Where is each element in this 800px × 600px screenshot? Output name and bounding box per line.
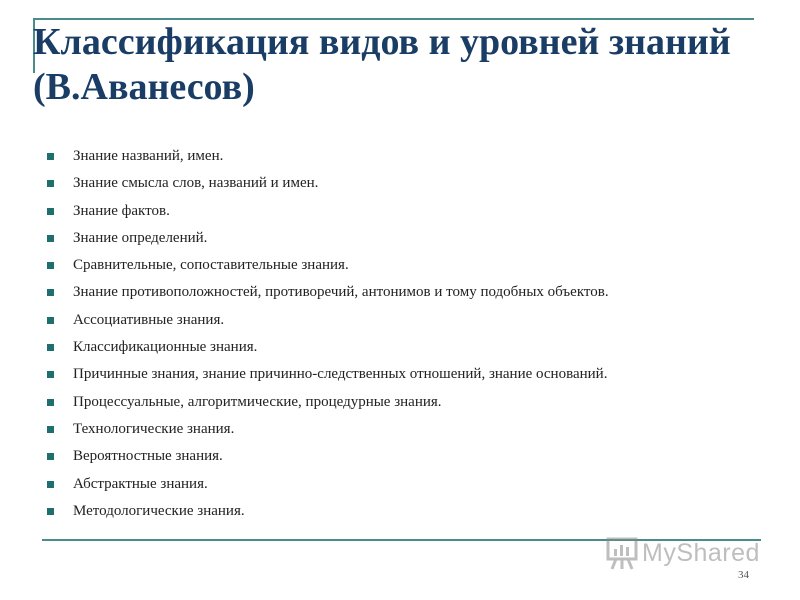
page-number: 34: [738, 569, 749, 581]
square-bullet-icon: [47, 235, 54, 242]
square-bullet-icon: [47, 262, 54, 269]
list-item-text: Технологические знания.: [73, 420, 235, 437]
list-item-text: Сравнительные, сопоставительные знания.: [73, 257, 349, 274]
list-item-text: Знание определений.: [73, 229, 208, 246]
list-item-text: Классификационные знания.: [73, 339, 258, 356]
square-bullet-icon: [47, 317, 54, 324]
square-bullet-icon: [47, 453, 54, 460]
slide-title: Классификация видов и уровней знаний (В.Аванесов): [33, 21, 731, 108]
square-bullet-icon: [47, 426, 54, 433]
square-bullet-icon: [47, 208, 54, 215]
square-bullet-icon: [47, 371, 54, 378]
list-item-text: Знание фактов.: [73, 202, 170, 219]
list-item-text: Ассоциативные знания.: [73, 311, 225, 328]
square-bullet-icon: [47, 289, 54, 296]
square-bullet-icon: [47, 399, 54, 406]
presentation-board-icon: [606, 536, 638, 570]
list-item-text: Процессуальные, алгоритмические, процедурные знания.: [73, 393, 442, 410]
square-bullet-icon: [47, 481, 54, 488]
square-bullet-icon: [47, 180, 54, 187]
square-bullet-icon: [47, 508, 54, 515]
square-bullet-icon: [47, 153, 54, 160]
list-item-text: Знание противоположностей, противоречий, антонимов и тому подобных объектов.: [73, 284, 609, 301]
list-item-text: Методологические знания.: [73, 502, 245, 519]
list-item-text: Вероятностные знания.: [73, 448, 223, 465]
watermark-text: MyShared: [642, 538, 760, 567]
list-item-text: Причинные знания, знание причинно-следственных отношений, знание оснований.: [73, 366, 608, 383]
list-item-text: Абстрактные знания.: [73, 475, 208, 492]
square-bullet-icon: [47, 344, 54, 351]
list-item-text: Знание названий, имен.: [73, 148, 224, 164]
list-item-text: Знание смысла слов, названий и имен.: [73, 175, 319, 192]
watermark-logo: [606, 535, 760, 571]
